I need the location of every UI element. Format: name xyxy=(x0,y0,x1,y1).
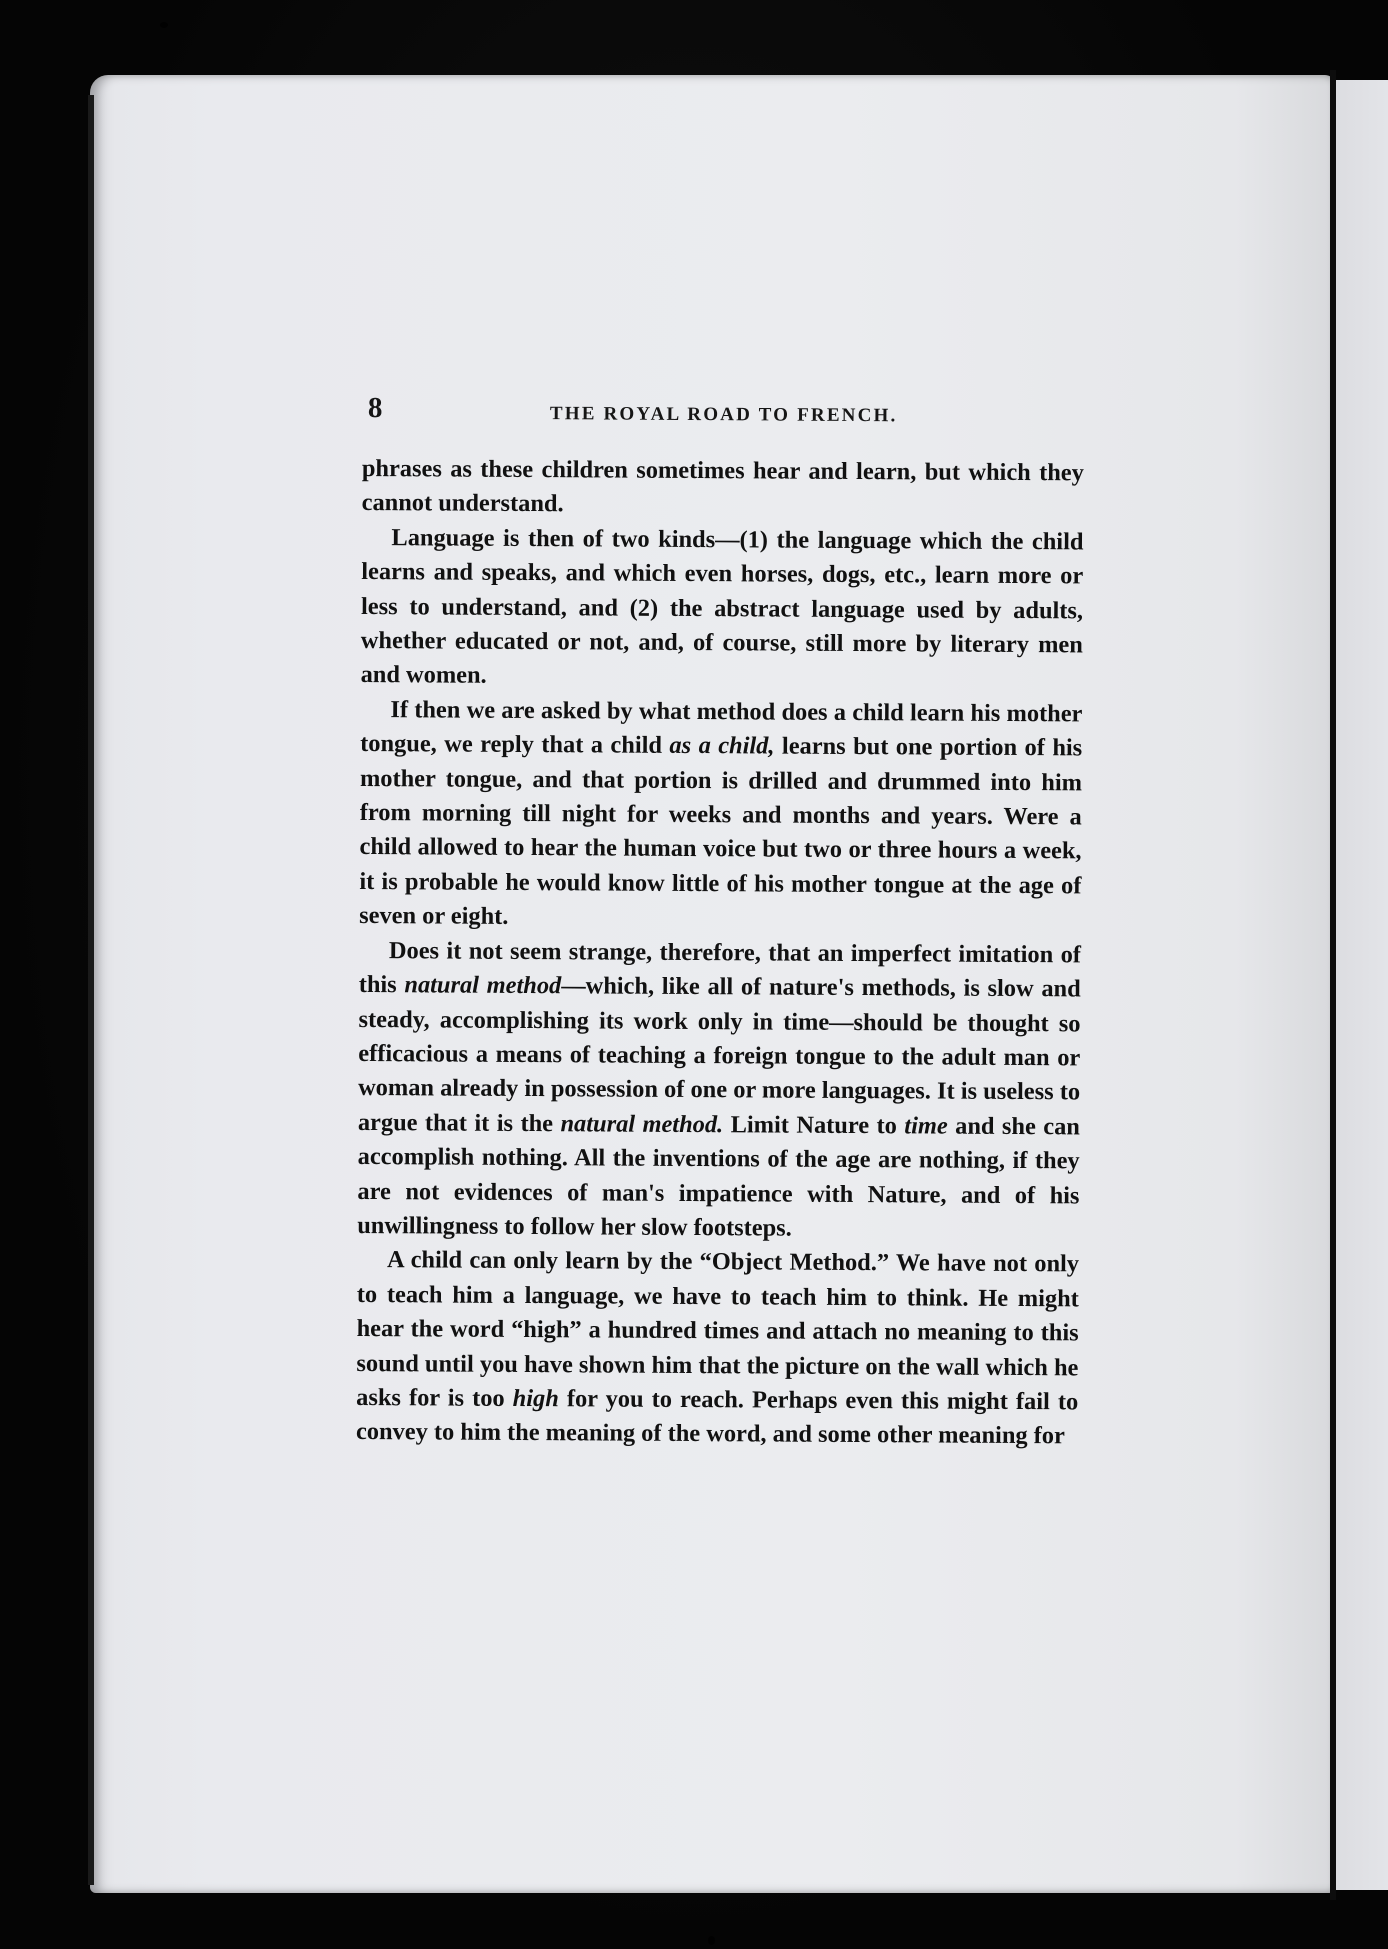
text-run: learns but one portion of his mother tongue, and that portion is drilled and drummed into him from morning till night for weeks and months and years. Were a child allowed to hear the human voice but two or three hours a week, it is probable he would know little of his mother tongue at the age of seven or eight. xyxy=(359,732,1083,931)
page-binding-edge xyxy=(88,95,94,1885)
text-run: Does it not seem strange, therefore, that an imperfect imitation of this xyxy=(358,936,1082,999)
scan-speck xyxy=(160,22,168,28)
italic-text: high xyxy=(512,1384,559,1413)
paragraph xyxy=(357,934,1081,1248)
italic-text: time xyxy=(904,1112,948,1140)
running-head: THE ROYAL ROAD TO FRENCH. xyxy=(549,403,898,427)
text-run: and she can accomplish nothing. All the inventions of the age are nothing, if they are not evidences of man's impatience with Nature, and of his unwillingness to follow her slow footsteps. xyxy=(357,1112,1080,1242)
paragraph xyxy=(362,452,1084,525)
paragraph xyxy=(361,521,1084,697)
text-run: Limit Nature to xyxy=(723,1110,905,1140)
text-run: phrases as these children sometimes hear and learn, but which they cannot understand. xyxy=(361,454,1084,518)
text-run: A child can only learn by the “Object Method.” We have not only to teach him a language, we have to teach him to think. He might hear the word “high” a hundred times and attach no meaning to this sound until you have shown him that the picture on the wall which he asks for is too xyxy=(356,1246,1080,1412)
facing-page-edge xyxy=(1336,80,1388,1890)
scan-speck xyxy=(708,1936,715,1945)
text-run: Language is then of two kinds—(1) the language which the child learns and speaks, and which even horses, dogs, etc., learn more or less to understand, and (2) the abstract language used by adults, whether educated or not, and, of course, still more by literary men and women. xyxy=(360,523,1084,690)
italic-text: natural method. xyxy=(560,1109,724,1138)
page-header xyxy=(368,392,1090,436)
text-run: —which, like all of nature's methods, is slow and steady, accomplishing its work only in time—should be thought so efficacious a means of teaching a foreign tongue to the adult man or woman already in possession of one or more languages. It is useless to argue that it is the xyxy=(357,972,1081,1137)
page-number: 8 xyxy=(367,392,383,425)
paragraph xyxy=(359,693,1082,938)
italic-text: as a child, xyxy=(669,732,775,760)
text-run: for you to reach. Perhaps even this might fail to convey to him the meaning of the word, and some other meaning for xyxy=(355,1385,1079,1450)
body-text xyxy=(356,452,1084,1454)
paragraph xyxy=(356,1243,1079,1454)
text-run: If then we are asked by what method does a child learn his mother tongue, we reply that a child xyxy=(360,696,1083,760)
italic-text: natural method xyxy=(404,971,562,1000)
